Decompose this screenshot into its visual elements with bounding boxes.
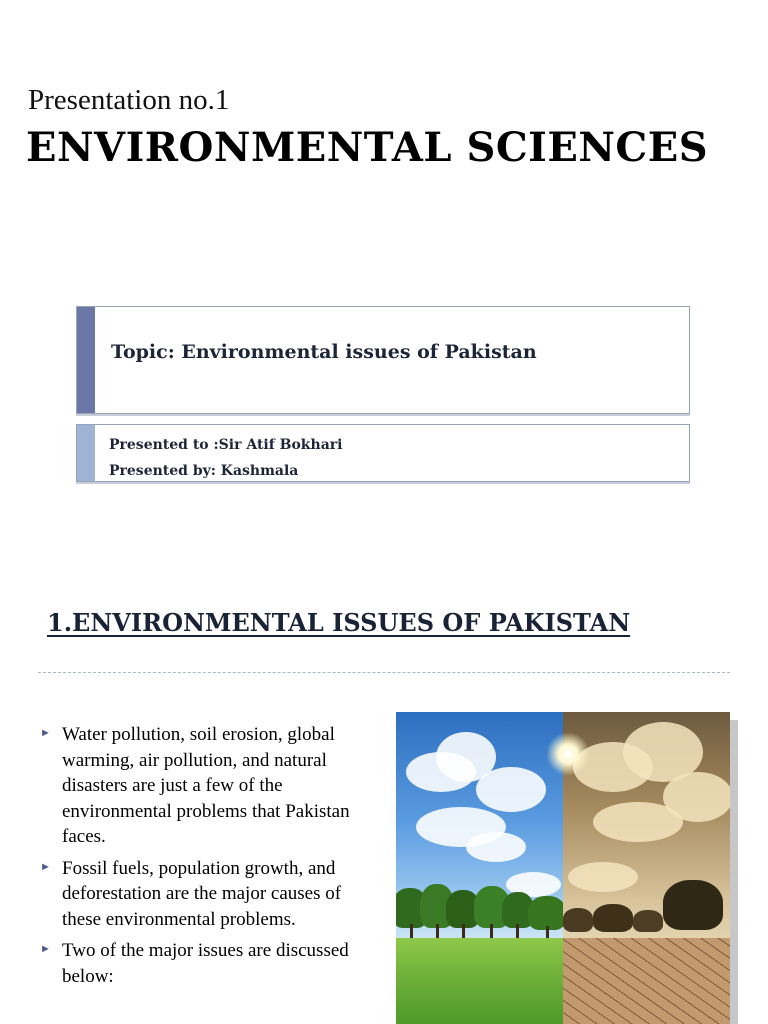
section-divider bbox=[38, 672, 730, 673]
bullet-text: Water pollution, soil erosion, global warming, air pollution, and natural disasters are just a few of the environmental problems that Pakistan faces. bbox=[62, 724, 350, 847]
presenter-accent-bar bbox=[77, 425, 95, 481]
green-grass bbox=[396, 938, 563, 1024]
topic-text: Topic: Environmental issues of Pakistan bbox=[111, 341, 537, 363]
presented-to: Presented to :Sir Atif Bokhari bbox=[109, 437, 343, 453]
cracked-soil bbox=[563, 938, 730, 1024]
topic-box bbox=[76, 306, 690, 414]
dry-trees bbox=[563, 880, 730, 946]
green-trees bbox=[396, 880, 563, 946]
bullet-arrow-icon: ► bbox=[40, 943, 51, 955]
topic-accent-bar bbox=[77, 307, 95, 413]
sun-glare bbox=[546, 732, 590, 776]
bullet-arrow-icon: ► bbox=[40, 860, 51, 873]
presentation-subtitle: Presentation no.1 bbox=[28, 84, 230, 116]
presentation-title: ENVIRONMENTAL SCIENCES bbox=[26, 124, 709, 171]
list-item bbox=[38, 722, 368, 850]
list-item bbox=[38, 856, 368, 933]
section-title: 1.ENVIRONMENTAL ISSUES OF PAKISTAN bbox=[47, 608, 631, 637]
presenter-box bbox=[76, 424, 690, 482]
bullet-text: Two of the major issues are discussed below: bbox=[62, 940, 349, 987]
bullet-arrow-icon: ► bbox=[40, 727, 51, 739]
healthy-environment-half bbox=[396, 712, 563, 1024]
image-shadow bbox=[730, 720, 738, 1024]
list-item bbox=[38, 938, 368, 989]
presented-by: Presented by: Kashmala bbox=[109, 463, 299, 479]
bullet-list bbox=[38, 722, 368, 995]
environment-comparison-image bbox=[396, 712, 730, 1024]
bullet-text: Fossil fuels, population growth, and deforestation are the major causes of these environmental problems. bbox=[62, 857, 342, 930]
